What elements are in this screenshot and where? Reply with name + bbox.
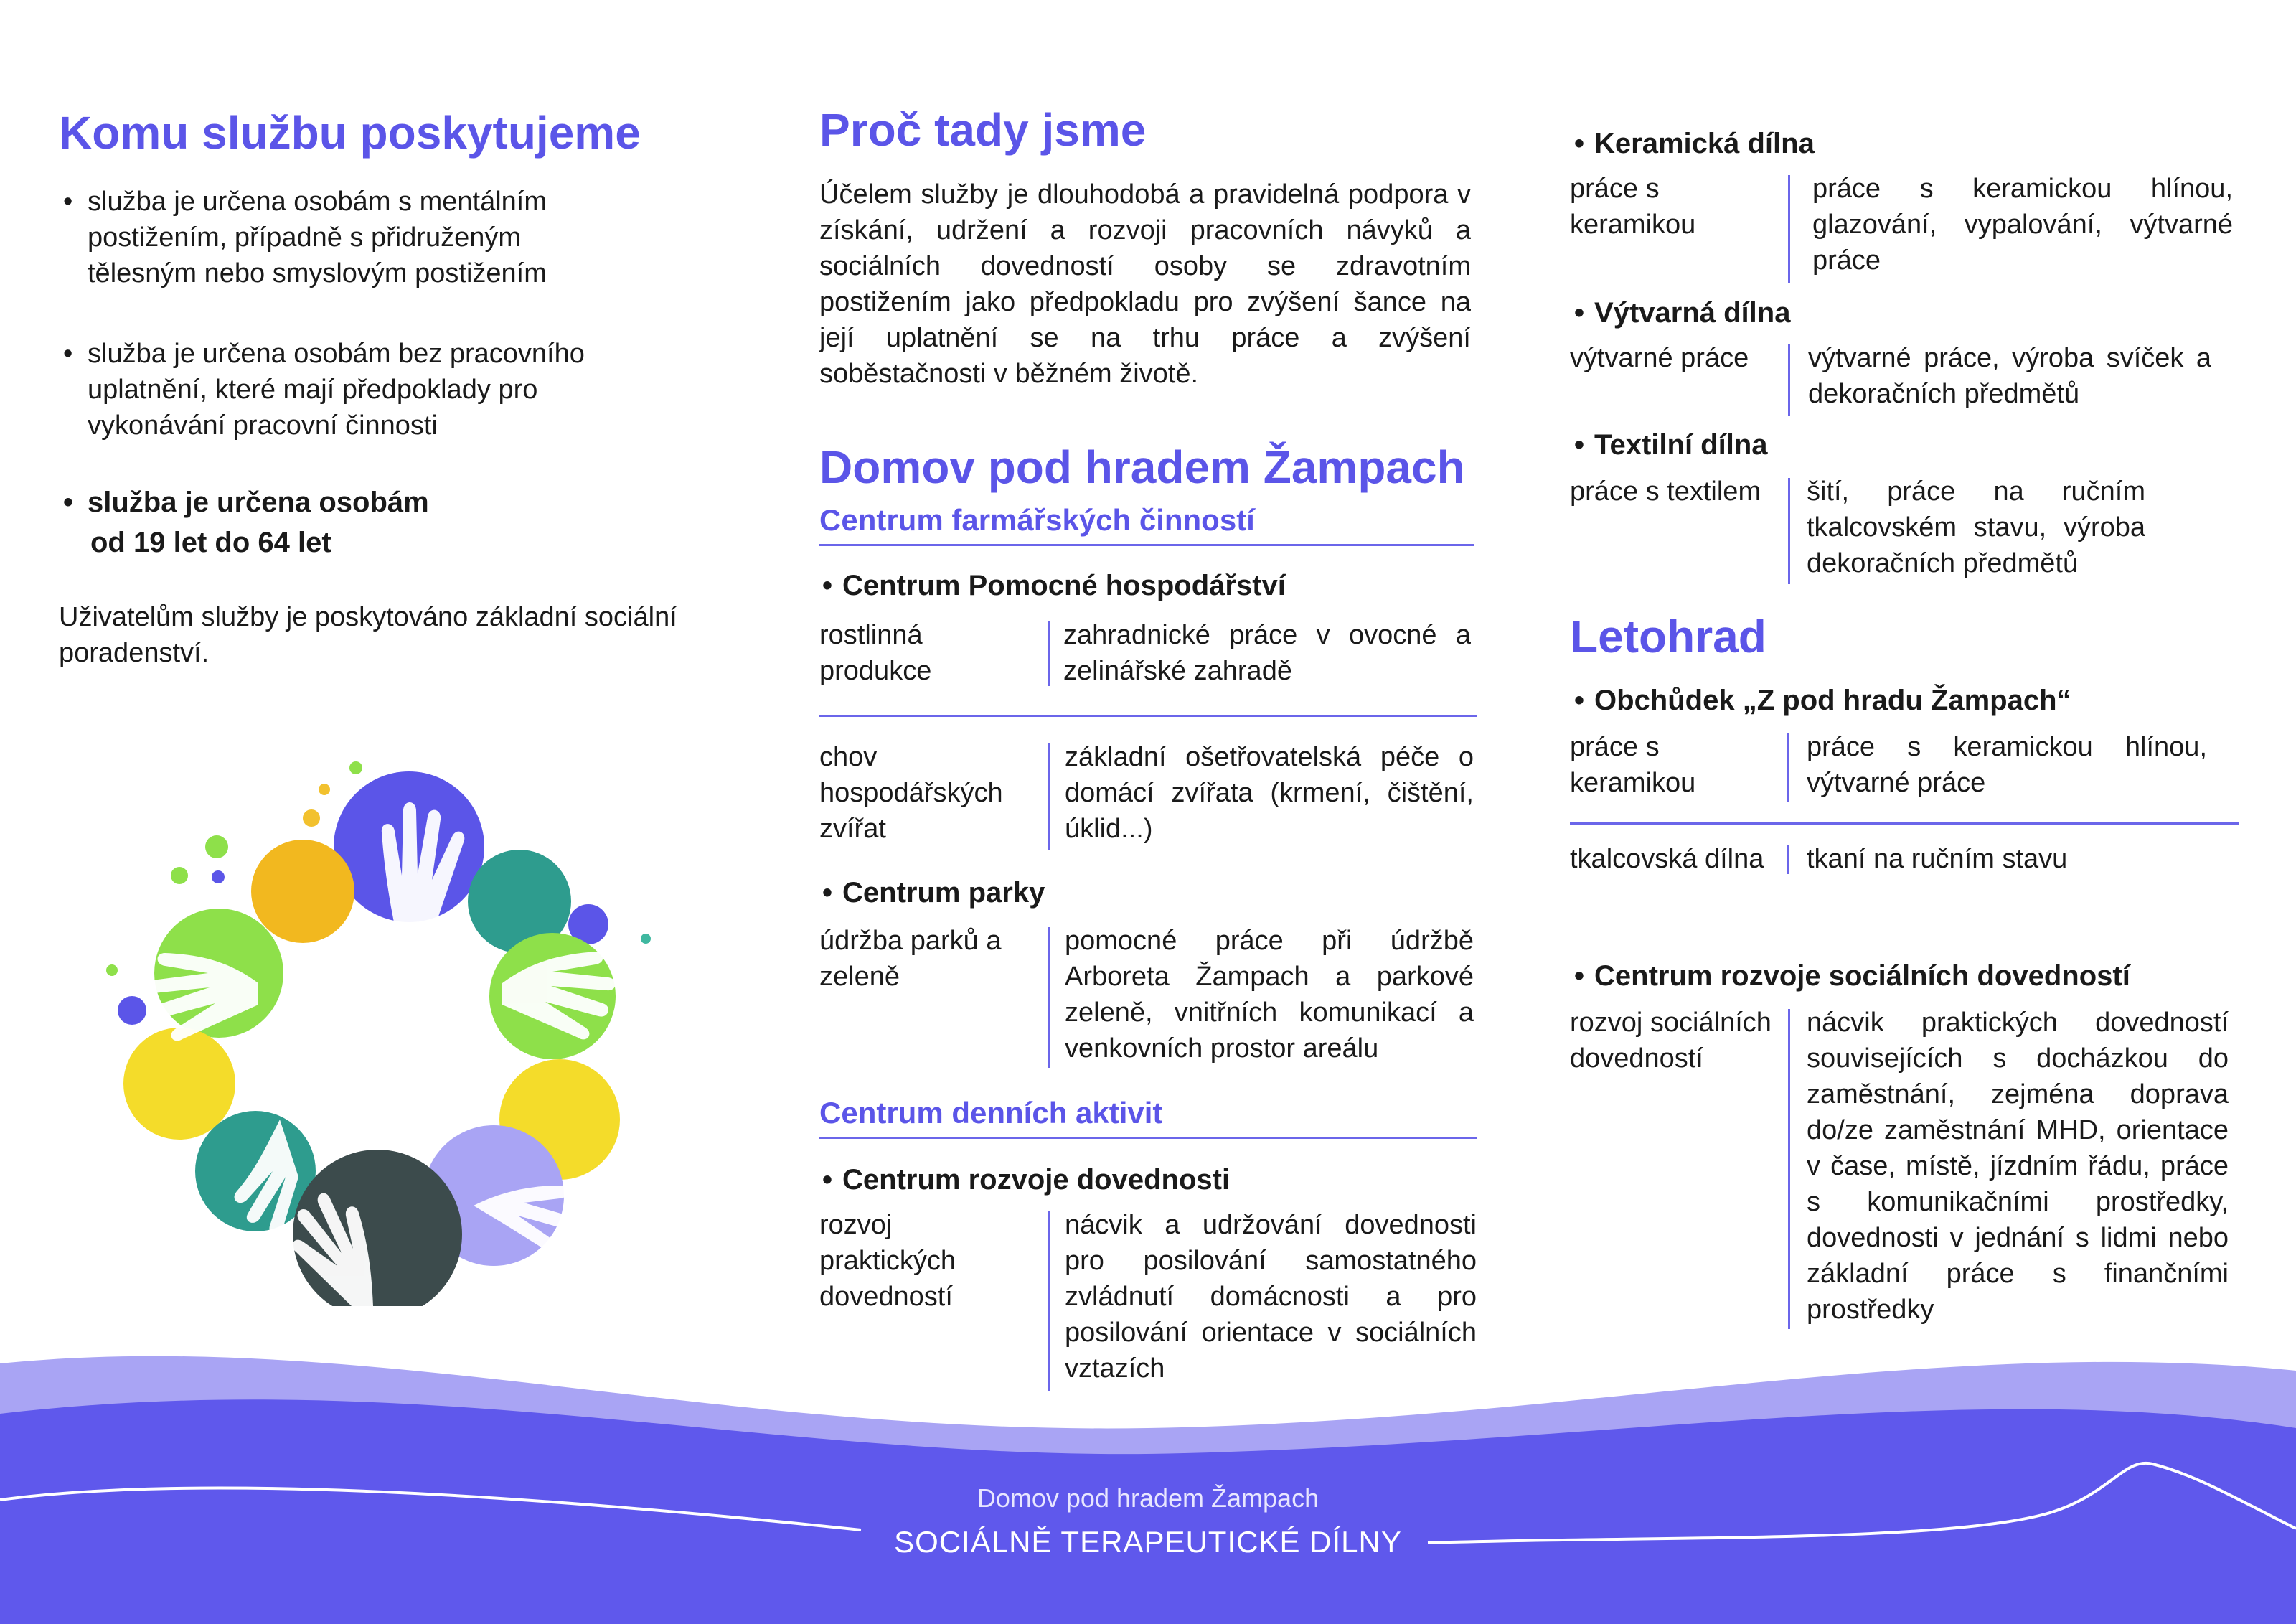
section-skills-development: • Centrum rozvoje dovednosti [822,1163,1230,1197]
heading-home-name: Domov pod hradem Žampach [819,441,1465,493]
section-shop: • Obchůdek „Z pod hradu Žampach“ [1574,683,2071,718]
row-label: rozvoj sociálních dovedností [1570,1008,1772,1074]
section-textile-workshop: • Textilní dílna [1574,428,1768,462]
subheading-daily-activities: Centrum denních aktivit [819,1096,1163,1130]
row-label: rostlinná produkce [819,620,932,686]
row-label: rozvoj praktických dovedností [819,1210,956,1312]
row-description: pomocné práce při údržbě Arboreta Žampach a parkové zeleně, vnitřních komunikací a venkovních prostor areálu [1065,926,1474,1064]
heading-letohrad: Letohrad [1570,611,1766,662]
hand-blobs [123,771,620,1306]
row-description: tkaní na ručním stavu [1807,844,2068,874]
bullet-disability: • služba je určena osobám s mentálním postižením, případně s přidruženým tělesným nebo smyslovým postižením [59,184,633,291]
divider [1570,822,2239,825]
counseling-note: Uživatelům služby je poskytováno základní sociální poradenství. [59,602,677,668]
age-line-1: služba je určena osobám [88,487,429,518]
row-separator [1788,175,1790,283]
footer-service-name: SOCIÁLNĚ TERAPEUTICKÉ DÍLNY [894,1525,1402,1559]
bullet-employment: • služba je určena osobám bez pracovního uplatnění, které mají předpoklady pro vykonávání pracovní činnosti [59,336,633,443]
row-separator [1788,1009,1790,1329]
row-separator [1788,478,1790,584]
table-row [1570,340,2239,419]
table-row [819,617,1476,696]
heading-target-group: Komu službu poskytujeme [59,107,641,159]
table-row [1570,729,2239,808]
row-label: chov hospodářských zvířat [819,742,1003,844]
hands-circle-illustration [100,746,660,1306]
heading-why-we-are-here: Proč tady jsme [819,104,1147,156]
row-separator [1788,344,1790,416]
age-line-2: od 19 let do 64 let [90,527,331,558]
table-row [1570,1005,2239,1335]
divider [819,1137,1477,1139]
subheading-farm-center: Centrum farmářských činností [819,503,1255,537]
row-separator [1048,743,1050,850]
table-row [1570,171,2239,286]
row-label: práce s textilem [1570,477,1761,507]
table-row [819,923,1476,1074]
why-text: Účelem služby je dlouhodobá a pravidelná podpora v získání, udržení a rozvoji pracovních návyků a sociálních dovedností osoby se zdravotním postižením jako předpokladu pro zvýšení šance na její uplatnění se na trhu práce a zvýšení soběstačnosti v běžném životě. [819,179,1471,389]
bullet-age-range [59,482,633,563]
row-separator [1787,845,1789,874]
row-description: práce s keramickou hlínou, výtvarné práce [1807,732,2207,798]
section-parks: • Centrum parky [822,876,1045,910]
section-social-skills: • Centrum rozvoje sociálních dovedností [1574,959,2130,993]
row-separator [1048,621,1050,686]
row-description: práce s keramickou hlínou, glazování, vypalování, výtvarné práce [1812,174,2233,276]
divider [819,715,1477,717]
section-art-workshop: • Výtvarná dílna [1574,296,1790,330]
table-row [1570,841,2239,881]
row-label: výtvarné práce [1570,343,1749,373]
row-label: práce s keramikou [1570,732,1696,798]
divider [819,544,1474,546]
row-separator [1048,927,1050,1068]
footer-wave [0,1320,2296,1624]
row-description: šití, práce na ručním tkalcovském stavu, výroba dekoračních předmětů [1807,477,2145,578]
row-description: nácvik a udržování dovednosti pro posilování samostatného zvládnutí domácnosti a pro posilování orientace v sociálních vztazích [1065,1210,1477,1384]
table-row [819,739,1476,854]
row-description: výtvarné práce, výroba svíček a dekoračních předmětů [1808,343,2211,409]
table-row [1570,474,2239,588]
row-label: údržba parků a zeleně [819,926,1002,992]
section-ceramic-workshop: • Keramická dílna [1574,126,1815,161]
footer-organization: Domov pod hradem Žampach [977,1483,1319,1513]
row-description: zahradnické práce v ovocné a zelinářské zahradě [1063,620,1471,686]
section-auxiliary-farm: • Centrum Pomocné hospodářství [822,568,1286,603]
row-separator [1787,733,1789,802]
row-description: nácvik praktických dovedností souvisejících s docházkou do zaměstnání, zejména doprava do/ze zaměstnání MHD, orientace v čase, místě, jízdním řádu, práce s komunikačními prostředky, dovednosti v jednání s lidmi nebo základní práce s finančními prostředky [1807,1008,2229,1325]
row-label: práce s keramikou [1570,174,1696,240]
row-label: tkalcovská dílna [1570,844,1764,874]
row-description: základní ošetřovatelská péče o domácí zvířata (krmení, čištění, úklid...) [1065,742,1474,844]
